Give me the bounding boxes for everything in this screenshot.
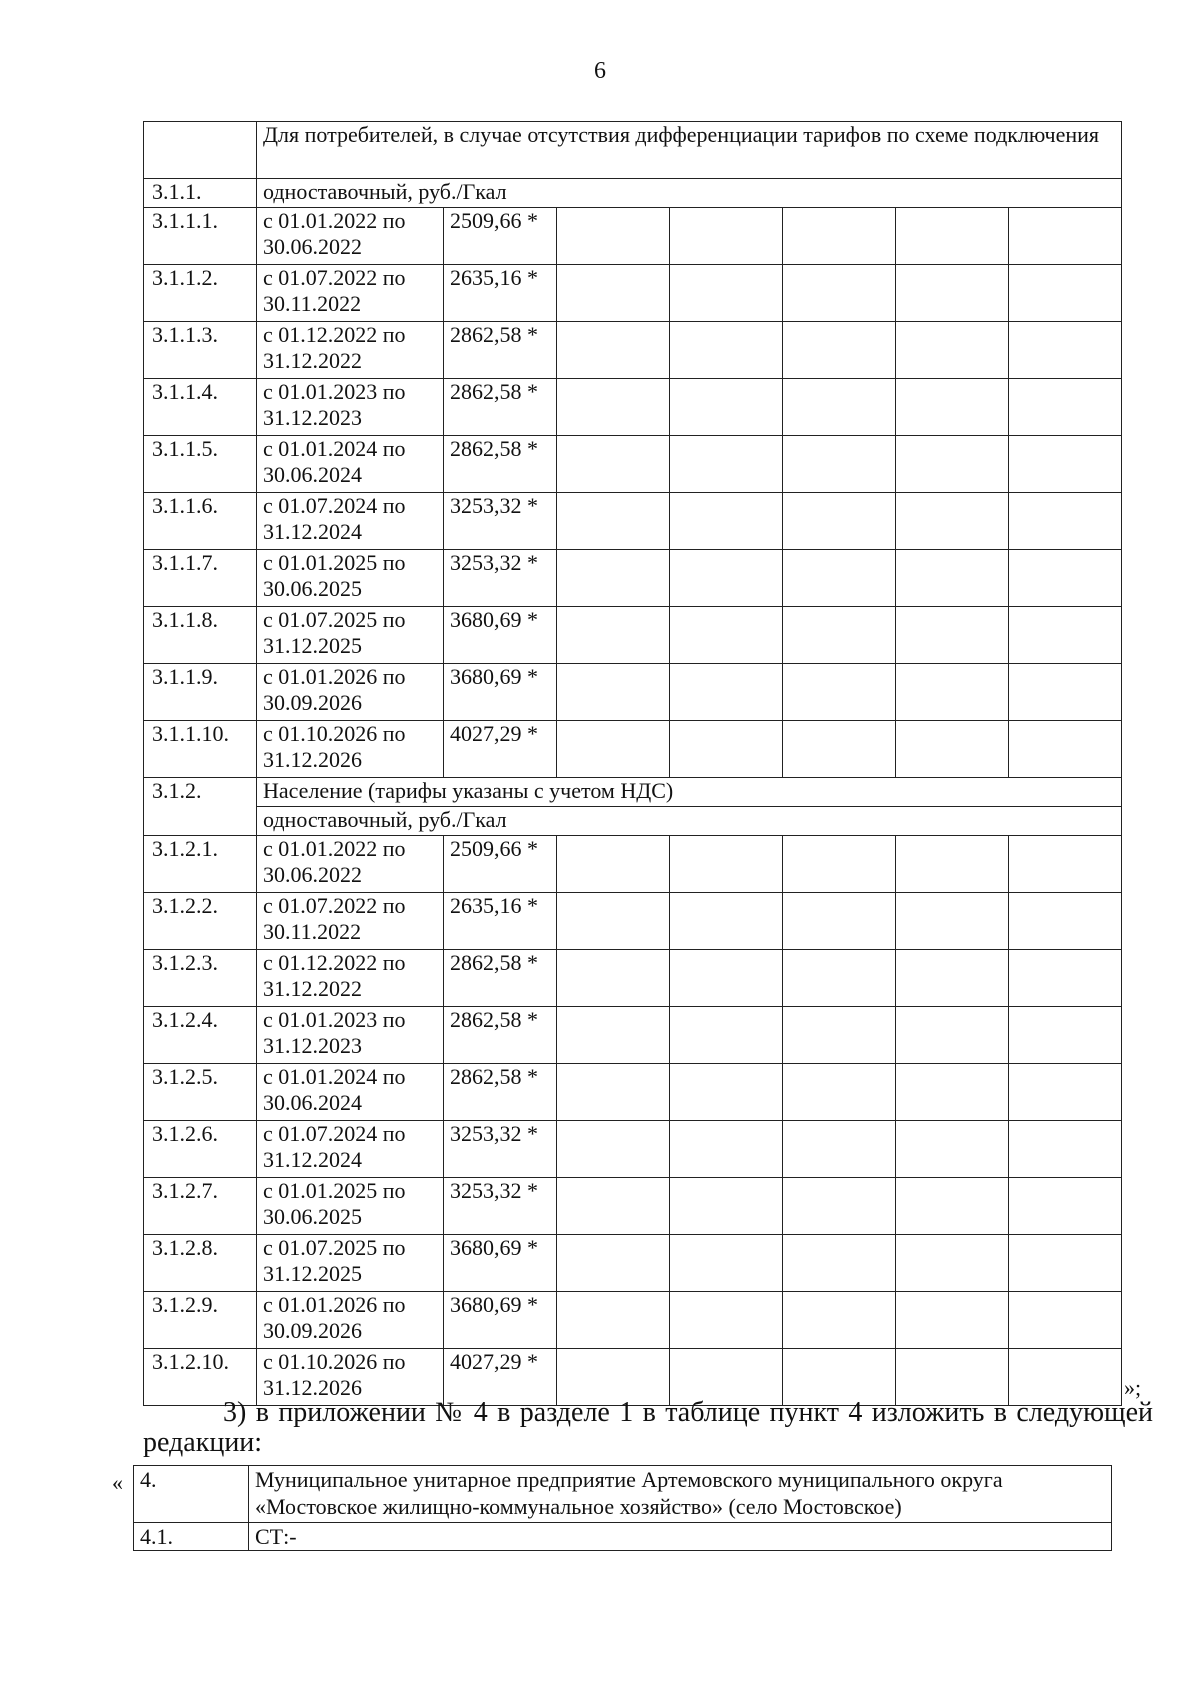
empty-cell — [670, 950, 783, 1007]
empty-cell — [557, 607, 670, 664]
page-number: 6 — [594, 58, 606, 84]
empty-cell — [557, 893, 670, 950]
empty-cell — [1009, 1007, 1122, 1064]
org-subnumber: 4.1. — [134, 1523, 249, 1551]
empty-cell — [783, 1064, 896, 1121]
empty-cell — [670, 322, 783, 379]
empty-cell — [783, 1292, 896, 1349]
empty-cell — [1009, 379, 1122, 436]
section-2-title: Население (тарифы указаны с учетом НДС) — [257, 778, 1122, 807]
row-period: с 01.01.2025 по 30.06.2025 — [257, 550, 444, 607]
empty-cell — [896, 493, 1009, 550]
empty-cell — [670, 436, 783, 493]
empty-cell — [557, 379, 670, 436]
row-value: 2509,66 * — [444, 836, 557, 893]
empty-cell — [557, 1292, 670, 1349]
org-subrow — [134, 1523, 1112, 1551]
empty-cell — [896, 950, 1009, 1007]
section-1-label: одноставочный, руб./Гкал — [257, 179, 1122, 208]
row-period: с 01.10.2026 по 31.12.2026 — [257, 1349, 444, 1406]
empty-cell — [557, 1064, 670, 1121]
empty-cell — [670, 493, 783, 550]
empty-cell — [783, 893, 896, 950]
empty-cell — [1009, 1292, 1122, 1349]
table-row — [144, 208, 1122, 265]
table-row — [144, 265, 1122, 322]
header-number-cell — [144, 122, 257, 179]
row-period: с 01.07.2022 по 30.11.2022 — [257, 893, 444, 950]
empty-cell — [896, 550, 1009, 607]
empty-cell — [1009, 550, 1122, 607]
row-value: 2509,66 * — [444, 208, 557, 265]
row-period: с 01.12.2022 по 31.12.2022 — [257, 322, 444, 379]
closing-quote: »; — [1124, 1375, 1142, 1400]
row-number: 3.1.1.8. — [144, 607, 257, 664]
table-row — [144, 436, 1122, 493]
row-period: с 01.01.2026 по 30.09.2026 — [257, 664, 444, 721]
empty-cell — [557, 436, 670, 493]
row-value: 3253,32 * — [444, 550, 557, 607]
row-period: с 01.07.2025 по 31.12.2025 — [257, 607, 444, 664]
empty-cell — [1009, 1121, 1122, 1178]
row-number: 3.1.1.3. — [144, 322, 257, 379]
row-number: 3.1.1.2. — [144, 265, 257, 322]
empty-cell — [557, 208, 670, 265]
empty-cell — [1009, 721, 1122, 778]
row-period: с 01.01.2024 по 30.06.2024 — [257, 436, 444, 493]
row-period: с 01.01.2022 по 30.06.2022 — [257, 836, 444, 893]
row-number: 3.1.2.1. — [144, 836, 257, 893]
empty-cell — [557, 1121, 670, 1178]
row-value: 2862,58 * — [444, 950, 557, 1007]
empty-cell — [1009, 607, 1122, 664]
row-value: 2635,16 * — [444, 265, 557, 322]
empty-cell — [896, 436, 1009, 493]
empty-cell — [783, 664, 896, 721]
section-1-number: 3.1.1. — [144, 179, 257, 208]
row-value: 3680,69 * — [444, 1292, 557, 1349]
empty-cell — [783, 436, 896, 493]
empty-cell — [896, 1292, 1009, 1349]
row-value: 3680,69 * — [444, 607, 557, 664]
empty-cell — [557, 493, 670, 550]
table-row — [144, 550, 1122, 607]
empty-cell — [670, 265, 783, 322]
table-row — [144, 950, 1122, 1007]
empty-cell — [896, 893, 1009, 950]
empty-cell — [557, 265, 670, 322]
row-value: 2862,58 * — [444, 436, 557, 493]
row-value: 4027,29 * — [444, 1349, 557, 1406]
row-number: 3.1.1.4. — [144, 379, 257, 436]
row-value: 3680,69 * — [444, 664, 557, 721]
row-number: 3.1.2.9. — [144, 1292, 257, 1349]
empty-cell — [783, 208, 896, 265]
empty-cell — [1009, 664, 1122, 721]
table-row — [144, 1235, 1122, 1292]
empty-cell — [670, 1121, 783, 1178]
empty-cell — [1009, 322, 1122, 379]
row-value: 3253,32 * — [444, 493, 557, 550]
empty-cell — [1009, 208, 1122, 265]
empty-cell — [1009, 493, 1122, 550]
row-period: с 01.07.2024 по 31.12.2024 — [257, 493, 444, 550]
opening-quote: « — [112, 1470, 123, 1495]
row-period: с 01.01.2022 по 30.06.2022 — [257, 208, 444, 265]
empty-cell — [670, 1064, 783, 1121]
section-2-number: 3.1.2. — [144, 778, 257, 836]
empty-cell — [670, 1178, 783, 1235]
org-name: Муниципальное унитарное предприятие Артемовского муниципального округа «Мостовское жилищно-коммунальное хозяйство» (село Мостовское) — [249, 1466, 1112, 1523]
row-number: 3.1.1.5. — [144, 436, 257, 493]
row-period: с 01.01.2023 по 31.12.2023 — [257, 1007, 444, 1064]
row-value: 2635,16 * — [444, 893, 557, 950]
empty-cell — [557, 1235, 670, 1292]
table-row — [144, 1292, 1122, 1349]
empty-cell — [896, 836, 1009, 893]
row-number: 3.1.1.9. — [144, 664, 257, 721]
row-value: 3680,69 * — [444, 1235, 557, 1292]
org-number: 4. — [134, 1466, 249, 1523]
empty-cell — [896, 607, 1009, 664]
row-value: 2862,58 * — [444, 1007, 557, 1064]
empty-cell — [557, 550, 670, 607]
empty-cell — [1009, 836, 1122, 893]
row-value: 3253,32 * — [444, 1121, 557, 1178]
empty-cell — [557, 836, 670, 893]
tariff-table — [143, 121, 1122, 1406]
row-value: 2862,58 * — [444, 379, 557, 436]
empty-cell — [1009, 893, 1122, 950]
empty-cell — [670, 721, 783, 778]
empty-cell — [896, 1178, 1009, 1235]
row-number: 3.1.2.6. — [144, 1121, 257, 1178]
empty-cell — [783, 1007, 896, 1064]
empty-cell — [557, 721, 670, 778]
org-table — [133, 1465, 1112, 1551]
empty-cell — [896, 208, 1009, 265]
table-row — [144, 379, 1122, 436]
row-period: с 01.01.2023 по 31.12.2023 — [257, 379, 444, 436]
section-2-row — [144, 778, 1122, 807]
empty-cell — [783, 1121, 896, 1178]
row-number: 3.1.1.6. — [144, 493, 257, 550]
row-period: с 01.07.2025 по 31.12.2025 — [257, 1235, 444, 1292]
empty-cell — [783, 721, 896, 778]
empty-cell — [670, 836, 783, 893]
empty-cell — [783, 950, 896, 1007]
row-number: 3.1.1.7. — [144, 550, 257, 607]
empty-cell — [1009, 1064, 1122, 1121]
empty-cell — [670, 208, 783, 265]
empty-cell — [557, 322, 670, 379]
table-row — [144, 1064, 1122, 1121]
table-row — [144, 721, 1122, 778]
empty-cell — [896, 1121, 1009, 1178]
empty-cell — [896, 322, 1009, 379]
empty-cell — [557, 950, 670, 1007]
empty-cell — [783, 265, 896, 322]
table-row — [144, 893, 1122, 950]
section-2-label: одноставочный, руб./Гкал — [257, 807, 1122, 836]
row-period: с 01.07.2022 по 30.11.2022 — [257, 265, 444, 322]
empty-cell — [896, 1064, 1009, 1121]
empty-cell — [670, 664, 783, 721]
empty-cell — [1009, 1178, 1122, 1235]
empty-cell — [783, 322, 896, 379]
row-number: 3.1.1.1. — [144, 208, 257, 265]
row-number: 3.1.2.4. — [144, 1007, 257, 1064]
empty-cell — [557, 664, 670, 721]
empty-cell — [1009, 1235, 1122, 1292]
table-row — [144, 664, 1122, 721]
row-period: с 01.01.2026 по 30.09.2026 — [257, 1292, 444, 1349]
row-number: 3.1.2.5. — [144, 1064, 257, 1121]
empty-cell — [670, 893, 783, 950]
row-number: 3.1.2.8. — [144, 1235, 257, 1292]
row-number: 3.1.2.3. — [144, 950, 257, 1007]
empty-cell — [670, 379, 783, 436]
row-value: 2862,58 * — [444, 1064, 557, 1121]
empty-cell — [783, 607, 896, 664]
table-header-row — [144, 122, 1122, 179]
empty-cell — [896, 664, 1009, 721]
empty-cell — [783, 379, 896, 436]
table-row — [144, 1178, 1122, 1235]
row-value: 2862,58 * — [444, 322, 557, 379]
row-number: 3.1.2.10. — [144, 1349, 257, 1406]
org-row — [134, 1466, 1112, 1523]
empty-cell — [896, 1007, 1009, 1064]
table-row — [144, 1121, 1122, 1178]
row-period: с 01.01.2025 по 30.06.2025 — [257, 1178, 444, 1235]
empty-cell — [896, 721, 1009, 778]
row-value: 4027,29 * — [444, 721, 557, 778]
empty-cell — [896, 265, 1009, 322]
empty-cell — [670, 1007, 783, 1064]
org-subtext: СТ:- — [249, 1523, 1112, 1551]
empty-cell — [896, 379, 1009, 436]
empty-cell — [896, 1235, 1009, 1292]
empty-cell — [783, 1178, 896, 1235]
empty-cell — [783, 836, 896, 893]
empty-cell — [670, 1292, 783, 1349]
row-value: 3253,32 * — [444, 1178, 557, 1235]
table-row — [144, 493, 1122, 550]
row-number: 3.1.2.7. — [144, 1178, 257, 1235]
row-number: 3.1.1.10. — [144, 721, 257, 778]
empty-cell — [783, 1235, 896, 1292]
table-row — [144, 1007, 1122, 1064]
section-1-row — [144, 179, 1122, 208]
row-period: с 01.10.2026 по 31.12.2026 — [257, 721, 444, 778]
empty-cell — [1009, 950, 1122, 1007]
empty-cell — [557, 1178, 670, 1235]
row-period: с 01.12.2022 по 31.12.2022 — [257, 950, 444, 1007]
row-period: с 01.01.2024 по 30.06.2024 — [257, 1064, 444, 1121]
row-number: 3.1.2.2. — [144, 893, 257, 950]
row-period: с 01.07.2024 по 31.12.2024 — [257, 1121, 444, 1178]
header-text: Для потребителей, в случае отсутствия дифференциации тарифов по схеме подключения — [257, 122, 1122, 179]
empty-cell — [670, 1235, 783, 1292]
table-row — [144, 836, 1122, 893]
empty-cell — [1009, 265, 1122, 322]
empty-cell — [670, 550, 783, 607]
empty-cell — [670, 607, 783, 664]
empty-cell — [1009, 436, 1122, 493]
empty-cell — [557, 1007, 670, 1064]
amendment-paragraph: 3) в приложении № 4 в разделе 1 в таблице пункт 4 изложить в следующей редакции: — [143, 1397, 1153, 1458]
empty-cell — [783, 550, 896, 607]
table-row — [144, 607, 1122, 664]
table-row — [144, 322, 1122, 379]
section-2-label-row — [144, 807, 1122, 836]
empty-cell — [783, 493, 896, 550]
